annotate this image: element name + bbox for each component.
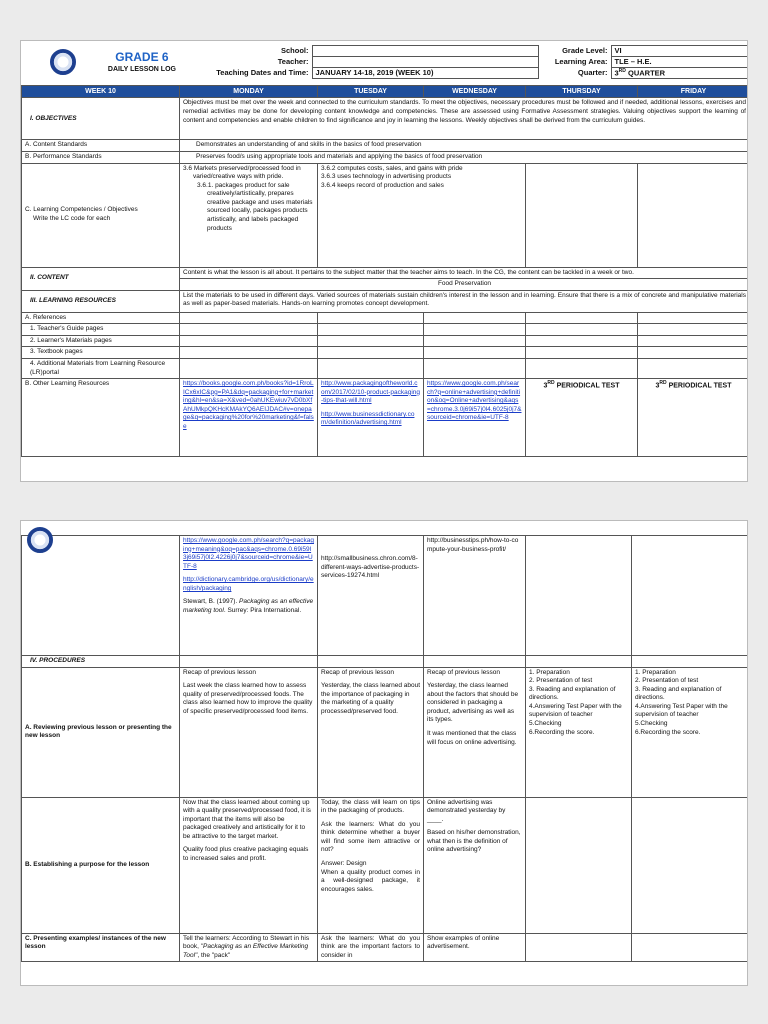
lesson-log-page-2 bbox=[20, 520, 748, 986]
dates-value: JANUARY 14-18, 2019 (WEEK 10) bbox=[312, 68, 538, 79]
competencies-thursday bbox=[526, 163, 638, 267]
grade-level-label: Grade Level: bbox=[562, 46, 608, 56]
week-label: WEEK 10 bbox=[22, 86, 180, 98]
procedure-a-label: A. Reviewing previous lesson or presenting the new lesson bbox=[22, 667, 180, 797]
competencies-tuesday: 3.6.2 computes costs, sales, and gains with pride 3.6.3 uses technology in advertising products 3.6.4 keeps record of production and sales bbox=[318, 163, 526, 267]
tg-pages-label: 1. Teacher's Guide pages bbox=[22, 324, 180, 336]
day-friday: FRIDAY bbox=[638, 86, 749, 98]
resources-desc: List the materials to be used in different days. Varied sources of materials sustain children's interest in the lesson and in learning. Ensure that there is a mix of concrete and manipulative materials as well as paper-based materials. Hands-on learning promotes concept development. bbox=[180, 290, 749, 312]
deped-seal-icon bbox=[50, 49, 76, 75]
tb-pages-label: 3. Textbook pages bbox=[22, 347, 180, 359]
tuesday-resource-cell bbox=[318, 379, 424, 457]
lesson-table-1 bbox=[21, 85, 748, 457]
objectives-text: Objectives must be met over the week and connected to the curriculum standards. To meet the objectives, necessary procedures must be followed and if needed, additional lessons, exercises and remedial activities may be done for developing content knowledge and competencies. These are assessed using Formative Assessment strategies. Valuing objectives support the learning of content and competencies and enable children to find significance and joy in learning the lessons. Weekly objectives shall be derived from the curriculum guides. bbox=[180, 98, 749, 140]
header-table bbox=[21, 45, 748, 79]
content-desc: Content is what the lesson is all about. It pertains to the subject matter that the teacher aims to teach. In the CG, the content can be tackled in a week or two. bbox=[180, 267, 749, 279]
performance-standards-label: B. Performance Standards bbox=[22, 151, 180, 163]
procedure-c-wednesday: Show examples of online advertisement. bbox=[424, 933, 526, 962]
monday-google-link[interactable]: https://www.google.com.ph/search?q=packaging+meaning&oq=pac&aqs=chrome.0.69i59l3j69i57j0l2.4226j0j7&sourceid=chrome&ie=UTF-8 bbox=[183, 537, 314, 570]
friday-test: 3RD PERIODICAL TEST bbox=[638, 379, 749, 457]
procedure-a-wednesday: Recap of previous lesson Yesterday, the class learned about the factors that should be considered in packaging a product, advertising as well as its types. It was mentioned that the class will focus on online advertising. bbox=[424, 667, 526, 797]
procedure-b-wednesday: Online advertising was demonstrated yesterday by ____. Based on his/her demonstration, what then is the definition of online advertising? bbox=[424, 797, 526, 933]
dates-label: Teaching Dates and Time: bbox=[216, 68, 309, 78]
quarter-label: Quarter: bbox=[577, 68, 608, 78]
procedure-a-tuesday: Recap of previous lesson Yesterday, the class learned about the importance of packaging in the marketing of a quality processed/preserved food. bbox=[318, 667, 424, 797]
lm-pages-label: 2. Learner's Materials pages bbox=[22, 335, 180, 347]
procedure-b-monday: Now that the class learned about coming up with a quality preserved/processed food, it is important that the items will also be packaged creatively and artistically for it to be attractive to the target market. Quality food plus creative packaging equals to increased sales and profit. bbox=[180, 797, 318, 933]
monday-cambridge-link[interactable]: http://dictionary.cambridge.org/us/dictionary/english/packaging bbox=[183, 576, 314, 592]
content-standards-label: A. Content Standards bbox=[22, 140, 180, 152]
procedure-c-tuesday: Ask the learners: What do you think are the important factors to consider in bbox=[318, 933, 424, 962]
grade-title: GRADE 6 bbox=[115, 49, 169, 64]
references-label: A. References bbox=[22, 312, 180, 324]
learning-area-label: Learning Area: bbox=[554, 57, 608, 67]
monday-resource-link[interactable]: https://books.google.com.ph/books?id=1RroLICx6xIC&pg=PA1&dq=packaging+for+marketing&hl=en&sa=X&ved=0ahUKEwiuv7vD0bXfAhUMkpQKHcKMAkYQ6AEIJDAC#v=onepage&q=packaging%20for%20marketing&f=false bbox=[183, 380, 314, 431]
content-label: II. CONTENT bbox=[22, 267, 180, 290]
school-value bbox=[312, 46, 538, 57]
procedure-a-monday: Recap of previous lesson Last week the class learned how to assess quality of preserved/processed foods. The class also learned how to improve the quality of specific preserved/processed food items. bbox=[180, 667, 318, 797]
monday-resources-cont bbox=[180, 536, 318, 656]
teacher-label: Teacher: bbox=[277, 57, 309, 67]
resources-label: III. LEARNING RESOURCES bbox=[22, 290, 180, 312]
tuesday-resource-link-2[interactable]: http://www.businessdictionary.com/definition/advertising.html bbox=[321, 410, 415, 427]
procedure-b-tuesday: Today, the class will learn on tips in the packaging of products. Ask the learners: What do you think determine whether a buyer will find some item attractive or not? Answer: Design When a quality product comes in a well-designed package, it encourages sales. bbox=[318, 797, 424, 933]
tuesday-resources-cont bbox=[318, 536, 424, 656]
procedure-b-label: B. Establishing a purpose for the lesson bbox=[22, 797, 180, 933]
procedure-a-thursday: 1. Preparation 2. Presentation of test 3. Reading and explanation of directions. 4.Answering Test Paper with the supervision of teacher 5.Checking 6.Recording the score. bbox=[526, 667, 632, 797]
content-standards-text: Demonstrates an understanding of and skills in the basics of food preservation bbox=[180, 140, 749, 152]
lesson-log-page-1 bbox=[20, 40, 748, 482]
lesson-table-2 bbox=[21, 535, 748, 962]
grade-level-value: VI bbox=[611, 46, 748, 57]
objectives-label: I. OBJECTIVES bbox=[22, 98, 180, 140]
deped-seal-icon-2 bbox=[27, 527, 53, 553]
procedure-c-monday: Tell the learners: According to Stewart in his book, "Packaging as an Effective Marketing Tool", the "pack" bbox=[180, 933, 318, 962]
competencies-monday: 3.6 Markets preserved/processed food in varied/creative ways with pride. 3.6.1. packages product for sale creatively/artistically, prepares creative package and uses materials sourced locally, packages products artistically, and labels packaged products bbox=[180, 163, 318, 267]
day-wednesday: WEDNESDAY bbox=[424, 86, 526, 98]
other-resources-label: B. Other Learning Resources bbox=[22, 379, 180, 457]
tuesday-chron-link[interactable]: http://smallbusiness.chron.com/8-different-ways-advertise-products-services-19274.html bbox=[321, 555, 420, 580]
wednesday-resource-link[interactable]: https://www.google.com.ph/search?q=online+advertising+definition&oq=Online+advertising&aqs=chrome.3.0j69i57j0l4.6025j0j7&sourceid=chrome&ie=UTF-8 bbox=[427, 380, 522, 422]
day-monday: MONDAY bbox=[180, 86, 318, 98]
procedures-label: IV. PROCEDURES bbox=[22, 656, 180, 668]
wednesday-businesstips-link[interactable]: http://businesstips.ph/how-to-compute-your-business-profit/ bbox=[427, 537, 519, 553]
procedure-c-label: C. Presenting examples/ instances of the new lesson bbox=[22, 933, 180, 962]
learning-area-value: TLE – H.E. bbox=[611, 57, 748, 68]
monday-resource-cell bbox=[180, 379, 318, 457]
log-title: DAILY LESSON LOG bbox=[107, 66, 176, 74]
competencies-friday bbox=[638, 163, 749, 267]
days-header-row bbox=[22, 86, 749, 98]
teacher-value bbox=[312, 57, 538, 68]
procedure-a-friday: 1. Preparation 2. Presentation of test 3. Reading and explanation of directions. 4.Answering Test Paper with the supervision of teacher 5.Checking 6.Recording the score. bbox=[632, 667, 749, 797]
wednesday-resource-cell bbox=[424, 379, 526, 457]
performance-standards-text: Preserves food/s using appropriate tools and materials and applying the basics of food preservation bbox=[180, 151, 749, 163]
tuesday-resource-link-1[interactable]: http://www.packagingoftheworld.com/2017/02/10-product-packaging-tips-that-will.html bbox=[321, 380, 421, 405]
day-tuesday: TUESDAY bbox=[318, 86, 424, 98]
monday-citation: Stewart, B. (1997). Packaging as an effective marketing tool. Surrey: Pira International. bbox=[183, 598, 314, 615]
lr-portal-label: 4. Additional Materials from Learning Resource (LR)portal bbox=[22, 359, 180, 379]
thursday-test: 3RD PERIODICAL TEST bbox=[526, 379, 638, 457]
quarter-value: 3RD QUARTER bbox=[611, 68, 748, 79]
day-thursday: THURSDAY bbox=[526, 86, 638, 98]
school-label: School: bbox=[281, 46, 309, 56]
content-topic: Food Preservation bbox=[180, 279, 749, 291]
wednesday-resources-cont bbox=[424, 536, 526, 656]
competencies-label: C. Learning Competencies / Objectives Write the LC code for each bbox=[22, 163, 180, 267]
